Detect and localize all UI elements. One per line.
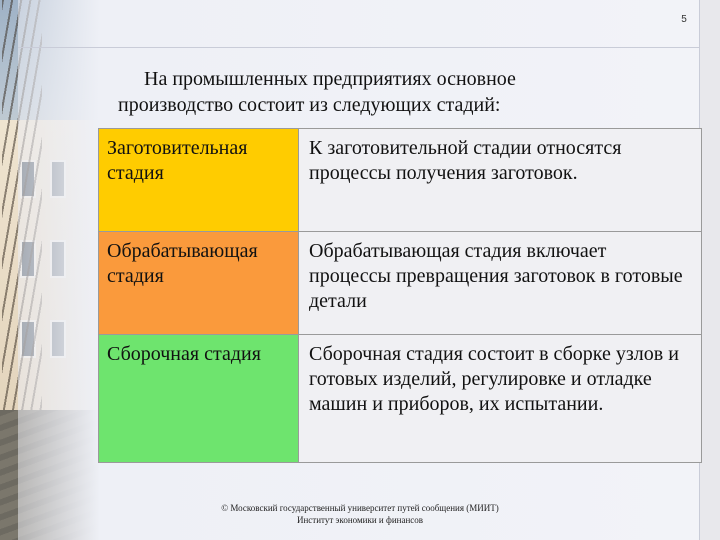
footer [170, 502, 550, 526]
table-row [99, 335, 702, 463]
table-row [99, 232, 702, 335]
stages-table [98, 128, 702, 463]
intro-line-1: На промышленных предприятиях основное [144, 68, 516, 90]
table-row [99, 129, 702, 232]
page-number: 5 [681, 14, 687, 25]
footer-line-1: © Московский государственный университет путей сообщения (МИИТ) [221, 503, 499, 513]
stage-description-cell: К заготовительной стадии относятся процессы получения заготовок. [299, 129, 702, 232]
stage-name-cell: Сборочная стадия [99, 335, 299, 463]
stage-name-cell: Обрабатывающая стадия [99, 232, 299, 335]
footer-line-2: Институт экономики и финансов [296, 515, 424, 525]
header-divider [18, 47, 700, 48]
intro-line-2: производство состоит из следующих стадий: [118, 94, 501, 116]
stage-name-cell: Заготовительная стадия [99, 129, 299, 232]
stage-description-cell: Сборочная стадия состоит в сборке узлов и готовых изделий, регулировке и отладке машин и приборов, их испытании. [299, 335, 702, 463]
stage-description-cell: Обрабатывающая стадия включает процессы превращения заготовок в готовые детали [299, 232, 702, 335]
intro-text [100, 66, 660, 118]
